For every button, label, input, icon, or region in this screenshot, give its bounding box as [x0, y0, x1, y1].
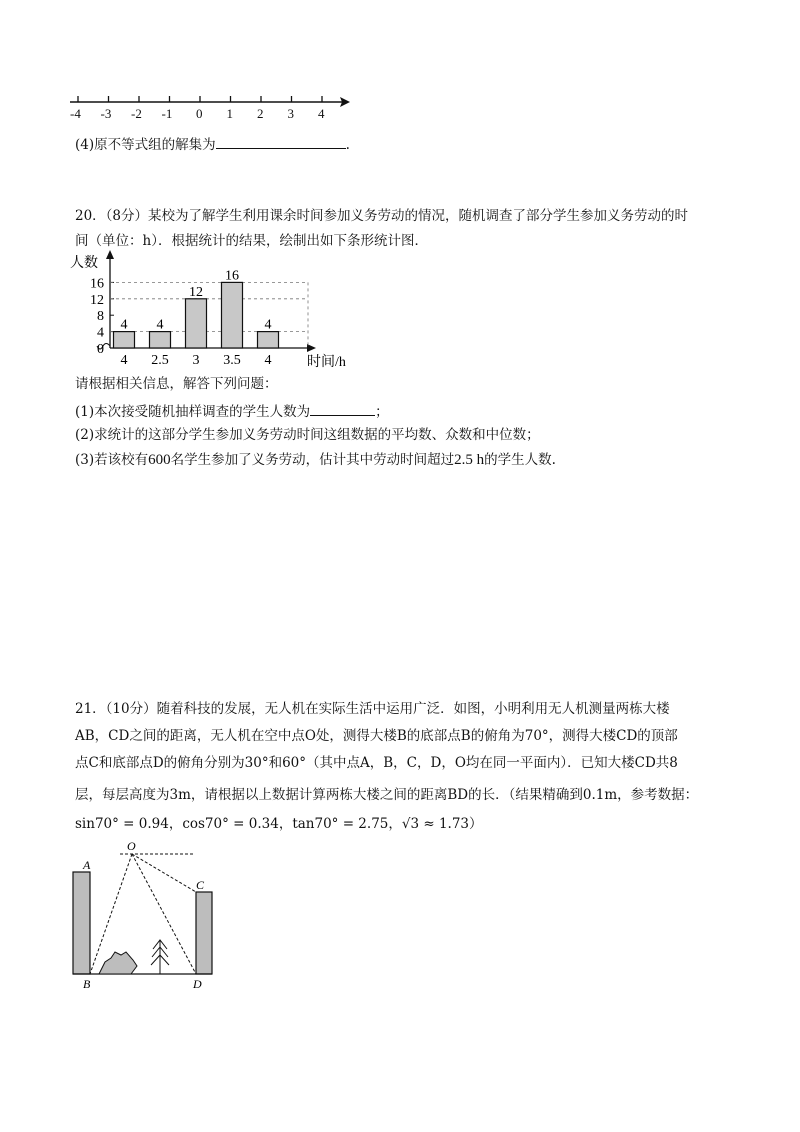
label-c: C	[196, 878, 205, 892]
tree-icon	[151, 940, 169, 974]
category-label: 2.5	[151, 353, 169, 368]
q21-line3: 点C和底部点D的俯角分别为30°和60°（其中点A，B，C，D，O均在同一平面内）．已知大楼CD共8	[75, 755, 678, 771]
number-line-label: 0	[196, 106, 203, 121]
bar	[150, 332, 171, 348]
y-tick-label: 12	[90, 292, 104, 308]
data-label: 4	[156, 317, 164, 333]
q20-sub1	[75, 401, 389, 421]
number-line-label: 2	[257, 106, 264, 121]
category-label: 3	[192, 353, 200, 368]
number-line-label: 3	[287, 106, 294, 121]
number-line-label: -2	[131, 106, 142, 121]
q19-part4-text: (4)原不等式组的解集为	[75, 137, 216, 153]
number-line-label: -3	[100, 106, 112, 121]
q21-line1: 21．（10分）随着科技的发展，无人机在实际生活中运用广泛．如图，小明利用无人机测量两栋大楼	[75, 701, 670, 717]
x-axis-title: 时间/h	[307, 355, 346, 370]
bar	[258, 332, 279, 348]
label-b: B	[83, 977, 91, 991]
number-line-label: 1	[226, 106, 233, 121]
label-o: O	[127, 839, 136, 853]
number-line-label: 4	[318, 106, 325, 121]
q20-sub3-text-b: 名学生参加了义务劳动，估计其中劳动时间超过	[170, 452, 455, 468]
q20-sub3-number: 600	[148, 452, 171, 468]
q20-stem-line2: 间（单位：h）．根据统计的结果，绘制出如下条形统计图．	[75, 233, 428, 249]
q20-sub2: (2)求统计的这部分学生参加义务劳动时间这组数据的平均数、众数和中位数；	[75, 427, 540, 443]
bar-chart	[70, 248, 370, 370]
y-axis-arrow	[106, 250, 114, 259]
q20-sub1-text: (1)本次接受随机抽样调查的学生人数为	[75, 404, 311, 420]
building-cd	[196, 892, 212, 974]
q21-line2: AB，CD之间的距离，无人机在空中点O处，测得大楼B的底部点B的俯角为70°，测得大楼CD的顶部	[75, 728, 678, 744]
category-label: 4	[120, 353, 128, 368]
y-tick-label: 8	[97, 309, 104, 325]
q20-sub3	[75, 451, 556, 469]
q20-sub3-text-a: (3)若该校有	[75, 452, 149, 468]
data-label: 4	[120, 317, 128, 333]
bar	[186, 299, 207, 348]
sight-line-od	[132, 854, 196, 974]
data-label: 16	[225, 268, 239, 284]
q19-part4	[75, 134, 350, 154]
bar	[222, 282, 243, 348]
q20-sub3-value: 2.5 h	[454, 452, 485, 468]
building-ab	[73, 872, 90, 974]
q21-line5: sin70° = 0.94，cos70° = 0.34，tan70° = 2.75，√3 ≈ 1.73）	[75, 816, 483, 832]
answer-blank[interactable]	[216, 134, 346, 149]
y-tick-label: 4	[97, 325, 104, 341]
rock-shape	[99, 952, 137, 974]
data-label: 12	[189, 284, 203, 300]
y-axis-title: 人数	[70, 256, 98, 271]
number-line	[68, 92, 358, 118]
bar	[114, 332, 135, 348]
q20-sub3-text-c: 的学生人数.	[484, 452, 556, 468]
category-label: 4	[264, 353, 272, 368]
label-d: D	[193, 977, 202, 991]
label-a: A	[83, 858, 91, 872]
number-line-label: -1	[161, 106, 173, 121]
q20-sub1-end: ；	[375, 404, 389, 420]
q19-part4-end: .	[345, 137, 350, 153]
number-line-label: -4	[70, 106, 81, 121]
geometry-figure	[65, 836, 235, 994]
data-label: 4	[264, 317, 272, 333]
answer-blank[interactable]	[310, 401, 375, 416]
y-tick-label: 0	[97, 342, 104, 357]
q20-prompt: 请根据相关信息，解答下列问题：	[75, 376, 278, 392]
category-label: 3.5	[223, 353, 241, 368]
q21-line4: 层，每层高度为3m，请根据以上数据计算两栋大楼之间的距离BD的长．（结果精确到0.1m，参考数据：	[75, 787, 699, 803]
q20-stem-line1: 20．（8分）某校为了解学生利用课余时间参加义务劳动的情况，随机调查了部分学生参加义务劳动的时	[75, 208, 689, 224]
y-tick-label: 16	[90, 276, 104, 292]
